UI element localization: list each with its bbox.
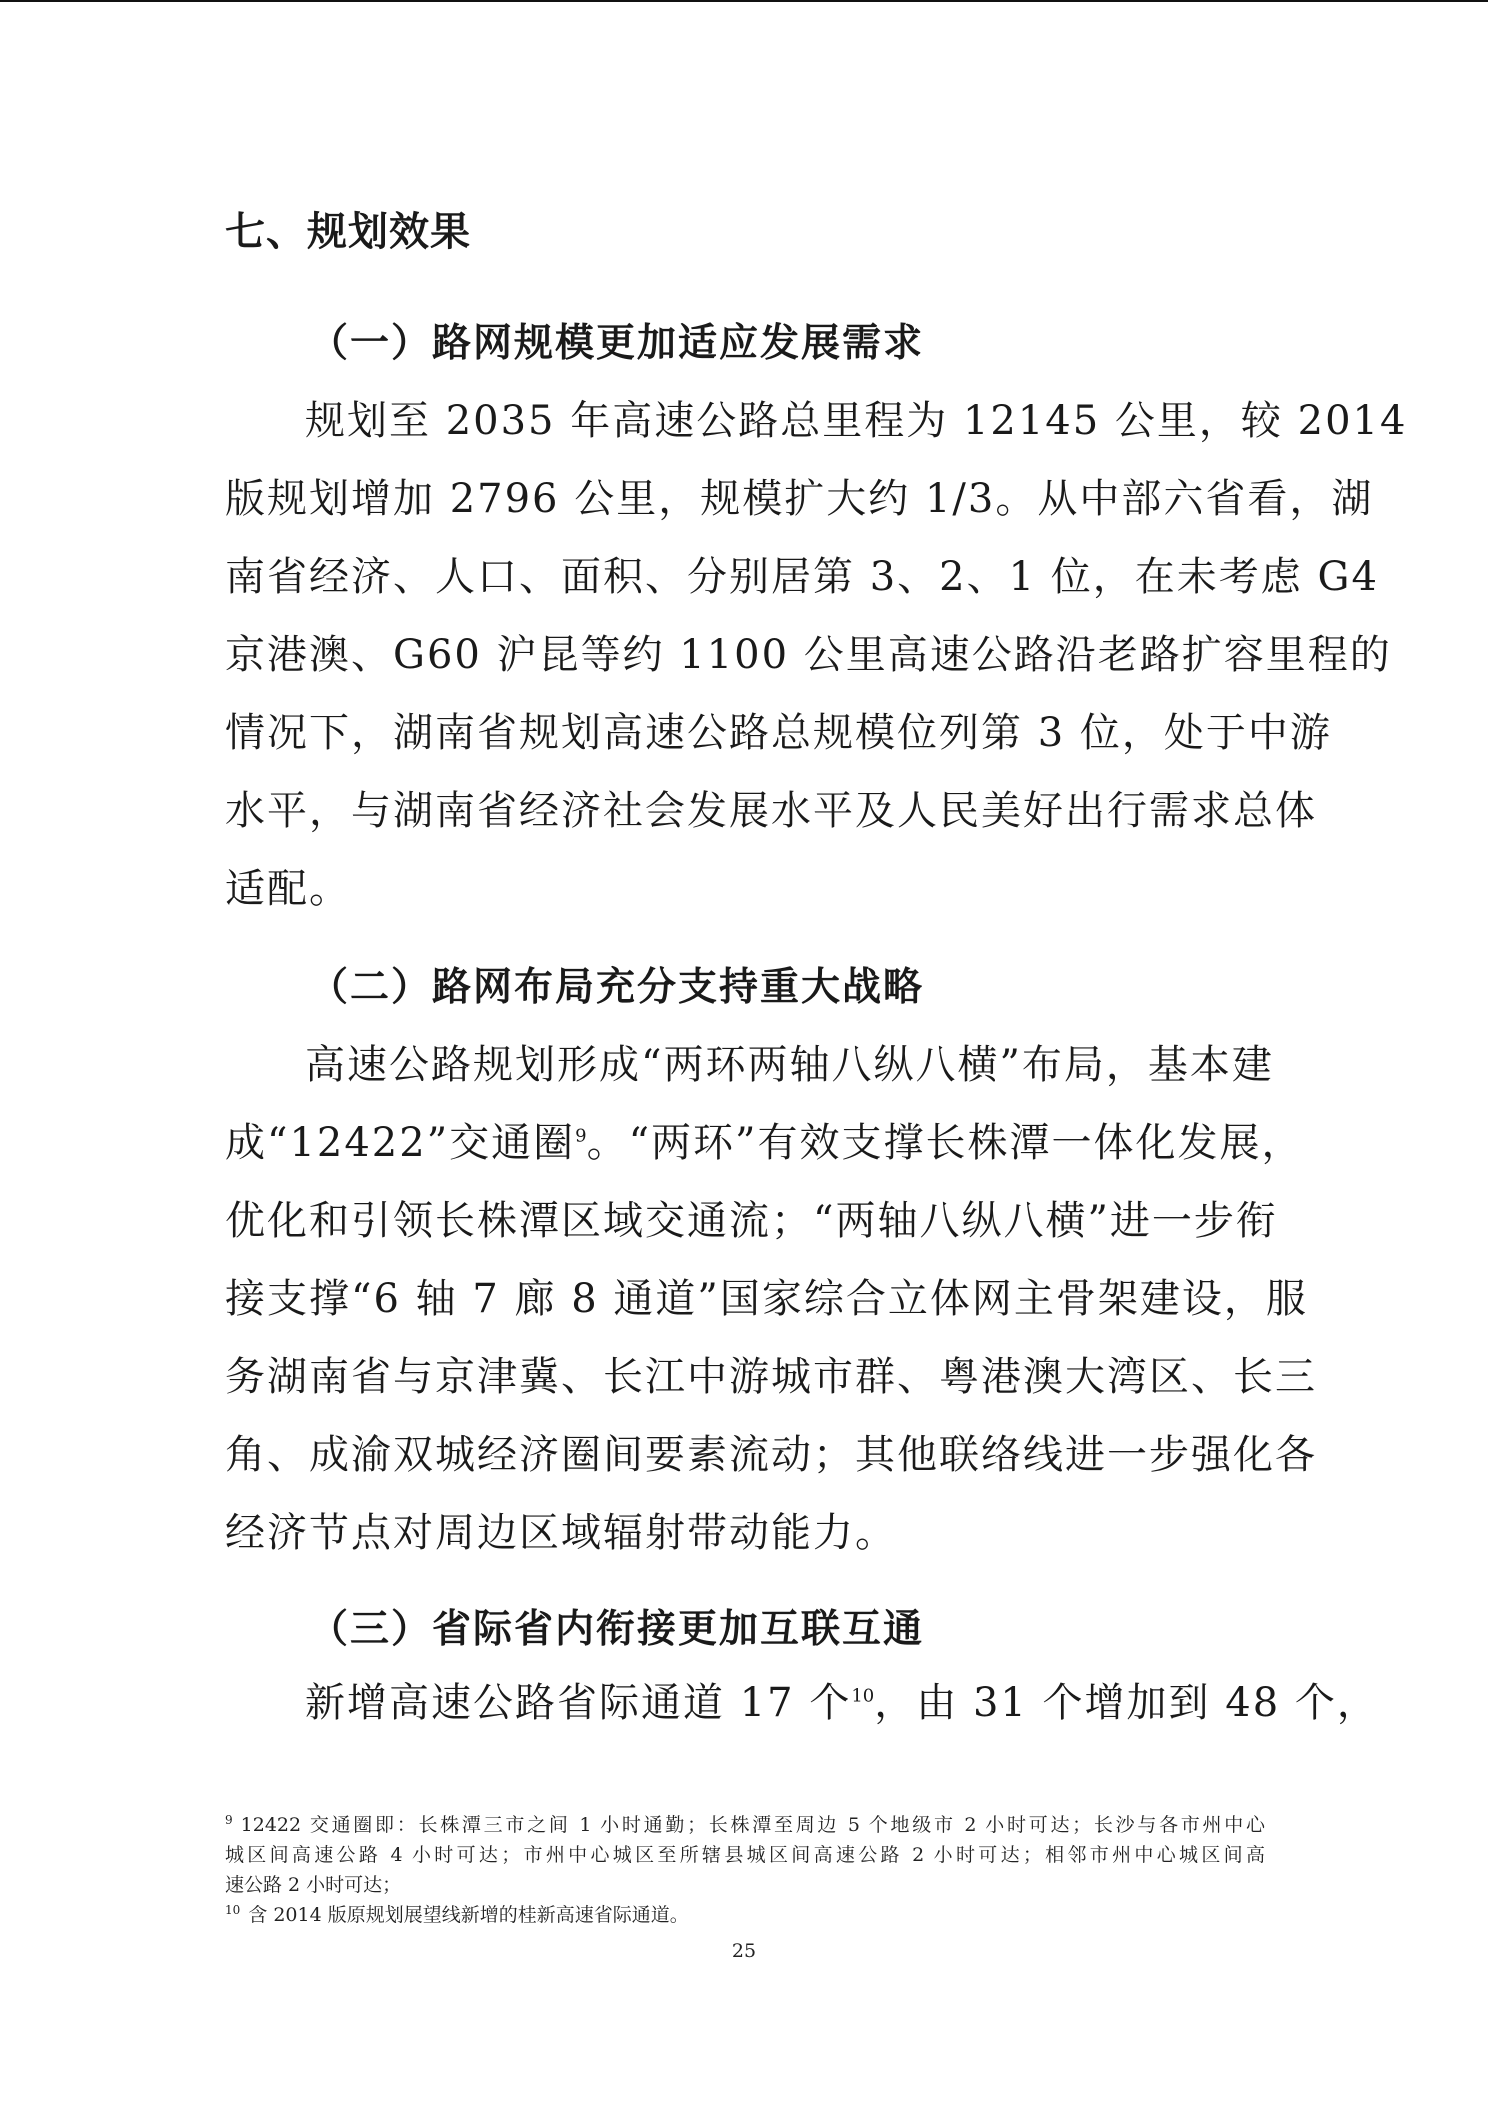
paragraph-line-with-footnote xyxy=(225,1664,1379,1742)
footnote-line: 速公路 2 小时可达； xyxy=(225,1874,402,1896)
footnote-ref-10[interactable]: 10 xyxy=(851,1685,875,1707)
text-segment: “两环”有效支撑长株潭一体化发展， xyxy=(628,1120,1304,1166)
paragraph-2 xyxy=(225,1026,1317,1572)
footnote-9 xyxy=(225,1810,1265,1900)
subsection-heading-2: （二）路网布局充分支持重大战略 xyxy=(309,965,925,1010)
paragraph-line: 京港澳、G60 沪昆等约 1100 公里高速公路沿老路扩容里程的 xyxy=(225,632,1392,678)
paragraph-3 xyxy=(225,1664,1379,1742)
page-top-border xyxy=(0,0,1488,2)
paragraph-1 xyxy=(225,382,1408,928)
footnote-mark: 10 xyxy=(225,1902,241,1917)
paragraph-line: 版规划增加 2796 公里，规模扩大约 1/3。从中部六省看，湖 xyxy=(225,476,1374,522)
paragraph-line: 高速公路规划形成“两环两轴八纵八横”布局，基本建 xyxy=(305,1042,1274,1088)
footnote-text: 12422 交通圈即：长株潭三市之间 1 小时通勤；长株潭至周边 5 个地级市 2 小时可达；长沙与各市州中心 xyxy=(240,1814,1265,1836)
paragraph-line: 规划至 2035 年高速公路总里程为 12145 公里，较 2014 xyxy=(305,398,1408,444)
footnote-line xyxy=(225,1900,1265,1930)
paragraph-line: 情况下，湖南省规划高速公路总规模位列第 3 位，处于中游 xyxy=(225,710,1332,756)
footnote-10 xyxy=(225,1900,1265,1930)
footnote-text: 含 2014 版原规划展望线新增的桂新高速省际通道。 xyxy=(248,1904,689,1926)
paragraph-line-with-footnote xyxy=(225,1104,1304,1182)
paragraph-line: 务湖南省与京津冀、长江中游城市群、粤港澳大湾区、长三 xyxy=(225,1354,1317,1400)
text-segment: ，由 31 个增加到 48 个， xyxy=(874,1680,1379,1726)
subsection-heading-3: （三）省际省内衔接更加互联互通 xyxy=(309,1607,925,1652)
footnote-mark: 9 xyxy=(225,1812,233,1827)
paragraph-line: 优化和引领长株潭区域交通流；“两轴八纵八横”进一步衔 xyxy=(225,1198,1278,1244)
paragraph-line: 角、成渝双城经济圈间要素流动；其他联络线进一步强化各 xyxy=(225,1432,1317,1478)
paragraph-line: 接支撑“6 轴 7 廊 8 通道”国家综合立体网主骨架建设，服 xyxy=(225,1276,1308,1322)
paragraph-line: 适配。 xyxy=(225,866,351,912)
paragraph-line: 南省经济、人口、面积、分别居第 3、2、1 位，在未考虑 G4 xyxy=(225,554,1379,600)
page-number: 25 xyxy=(731,1940,757,1962)
text-segment: 。 xyxy=(586,1120,629,1166)
footnotes xyxy=(225,1810,1265,1930)
footnote-line: 城区间高速公路 4 小时可达；市州中心城区至所辖县城区间高速公路 2 小时可达；相邻市州中心城区间高 xyxy=(225,1844,1265,1866)
paragraph-line: 经济节点对周边区域辐射带动能力。 xyxy=(225,1510,897,1556)
text-segment: 新增高速公路省际通道 17 个 xyxy=(305,1680,852,1726)
footnote-line xyxy=(225,1810,1265,1840)
text-segment: 成“12422”交通圈 xyxy=(225,1120,576,1166)
paragraph-line: 水平，与湖南省经济社会发展水平及人民美好出行需求总体 xyxy=(225,788,1317,834)
section-title: 七、规划效果 xyxy=(225,209,471,255)
subsection-heading-1: （一）路网规模更加适应发展需求 xyxy=(309,321,925,366)
footnote-ref-9[interactable]: 9 xyxy=(575,1125,587,1147)
